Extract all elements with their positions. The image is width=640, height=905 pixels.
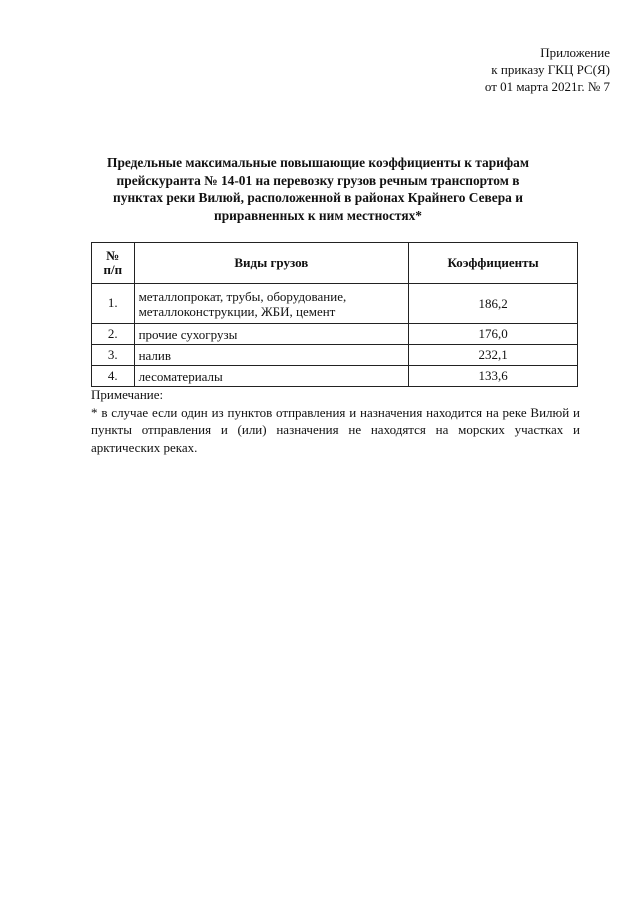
table-header-row xyxy=(92,243,578,284)
header-order-date: от 01 марта 2021г. № 7 xyxy=(484,79,610,94)
row-number: 1. xyxy=(92,284,135,324)
row-cargo-kind-line-2: металлоконструкции, ЖБИ, цемент xyxy=(138,303,336,319)
row-cargo-kind xyxy=(134,284,409,324)
row-number: 2. xyxy=(92,324,135,345)
row-cargo-kind: лесоматериалы xyxy=(134,366,409,387)
row-cargo-kind: прочие сухогрузы xyxy=(134,324,409,345)
row-coefficient: 232,1 xyxy=(409,345,578,366)
title-line-1: Предельные максимальные повышающие коэффициенты к тарифам xyxy=(107,155,529,170)
coefficients-table xyxy=(91,242,578,387)
table-row xyxy=(92,324,578,345)
title-line-2: прейскуранта № 14-01 на перевозку грузов речным транспортом в xyxy=(116,172,520,188)
footnote xyxy=(91,386,580,456)
title-line-4: приравненных к ним местностях* xyxy=(214,207,422,223)
row-cargo-kind: налив xyxy=(134,345,409,366)
header-num-abbrev: п/п xyxy=(103,262,123,277)
header-coefficient: Коэффициенты xyxy=(409,243,578,284)
table-row xyxy=(92,366,578,387)
document-title xyxy=(92,154,544,224)
row-coefficient: 186,2 xyxy=(409,284,578,324)
row-number: 3. xyxy=(92,345,135,366)
header-num xyxy=(92,243,135,284)
document-header xyxy=(485,44,610,95)
title-line-3: пунктах реки Вилюй, расположенной в районах Крайнего Севера и xyxy=(113,190,523,205)
row-coefficient: 133,6 xyxy=(409,366,578,387)
header-num-symbol: № xyxy=(106,248,120,263)
row-cargo-kind-line-1: металлопрокат, трубы, оборудование, xyxy=(138,288,347,304)
header-appendix: Приложение xyxy=(540,45,610,60)
row-coefficient: 176,0 xyxy=(409,324,578,345)
row-number: 4. xyxy=(92,366,135,387)
table-row xyxy=(92,284,578,324)
header-cargo-kind: Виды грузов xyxy=(134,243,409,284)
footnote-label: Примечание: xyxy=(91,387,164,402)
footnote-text: * в случае если один из пунктов отправления и назначения находится на реке Вилюй и пункты отправления и (или) назначения не находятся на морских участках и арктических реках. xyxy=(91,404,580,455)
header-order-ref: к приказу ГКЦ РС(Я) xyxy=(491,62,610,77)
table-row xyxy=(92,345,578,366)
